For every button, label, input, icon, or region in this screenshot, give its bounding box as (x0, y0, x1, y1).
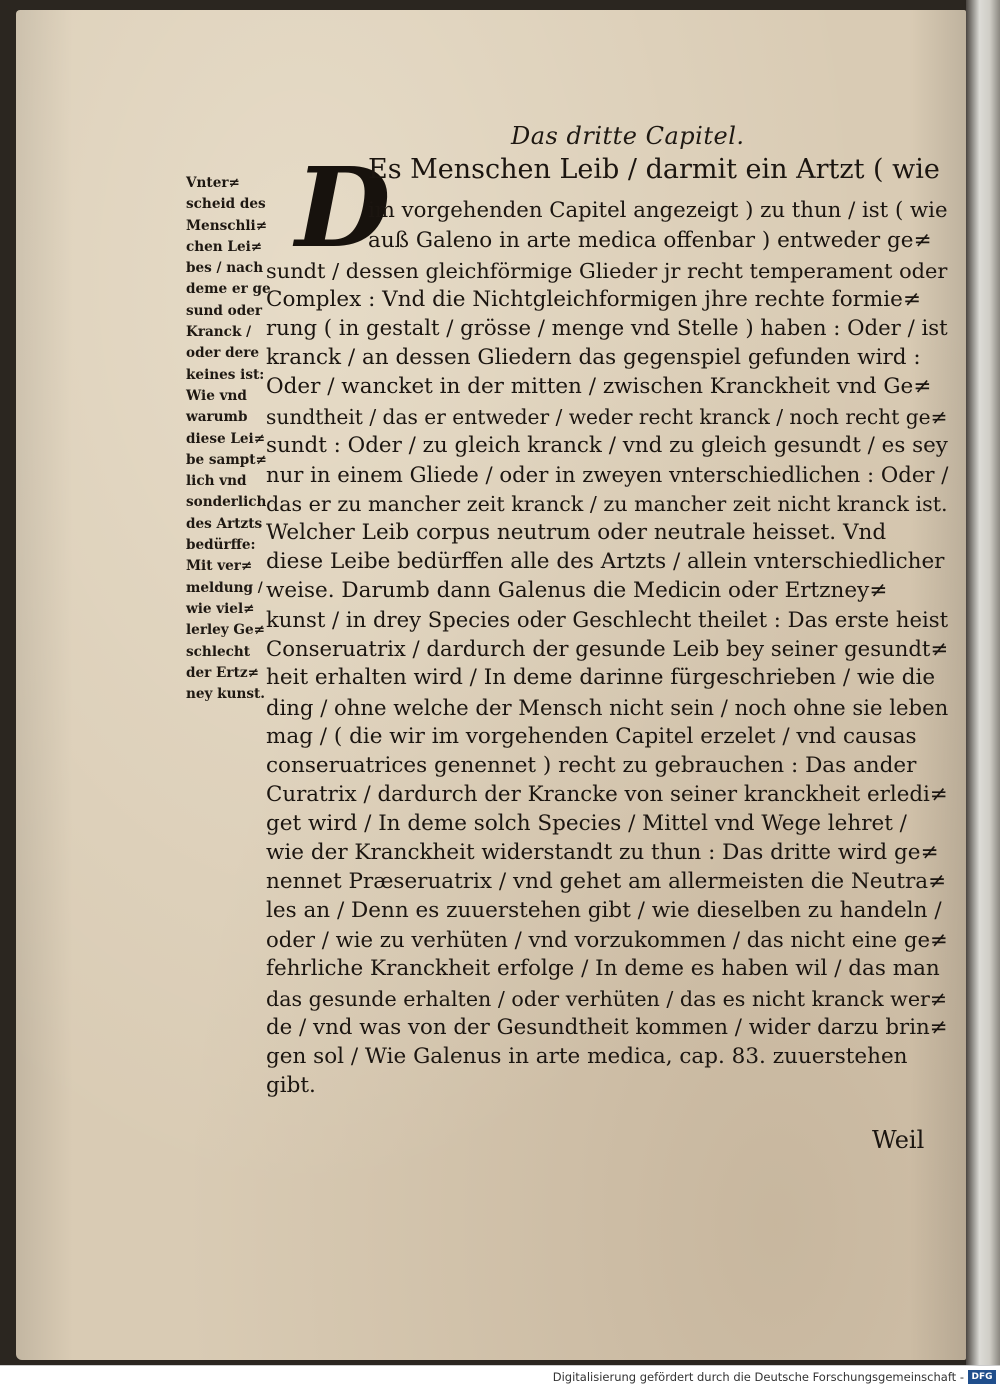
margin-note-line: sund oder (186, 302, 263, 319)
body-line: gen sol / Wie Galenus in arte medica, cap. 83. zuuerstehen (266, 1043, 908, 1069)
page-edge (966, 0, 1000, 1365)
margin-note-line: bes / nach (186, 260, 264, 277)
body-line: sundtheit / das er entweder / weder recht kranck / noch recht ge≠ (266, 404, 948, 429)
body-line: wie der Kranckheit widerstandt zu thun : Das dritte wird ge≠ (266, 840, 939, 865)
margin-note-line: wie viel≠ (186, 600, 255, 617)
body-line: ding / ohne welche der Mensch nicht sein / noch ohne sie leben (266, 694, 949, 720)
body-line: kunst / in drey Species oder Geschlecht theilet : Das erste heist (266, 607, 949, 633)
body-line: fehrliche Kranckheit erfolge / In deme es haben wil / das man (266, 956, 940, 982)
margin-note-line: scheid des (186, 196, 266, 213)
margin-note-line: lerley Ge≠ (186, 622, 266, 639)
book-page (16, 10, 966, 1360)
body-line: das er zu mancher zeit kranck / zu mancher zeit nicht kranck ist. (266, 491, 948, 516)
margin-note-line: keines ist: (186, 366, 265, 383)
margin-note-line: lich vnd (186, 473, 247, 490)
margin-note-line: Wie vnd (186, 387, 247, 404)
margin-note-line: Vnter≠ (186, 175, 240, 191)
running-header: Das dritte Capitel. (511, 122, 745, 150)
margin-note-line: der Ertz≠ (186, 664, 259, 681)
body-line: nur in einem Gliede / oder in zweyen vnterschiedlichen : Oder / (266, 461, 949, 487)
body-line: Es Menschen Leib / darmit ein Artzt ( wie (368, 154, 940, 185)
margin-note-line: warumb (186, 409, 248, 426)
body-line: rung ( in gestalt / grösse / menge vnd Stelle ) haben : Oder / ist (266, 316, 948, 342)
margin-note-line: sonderlich (186, 494, 267, 511)
body-line: diese Leibe bedürffen alle des Artzts / allein vnterschiedlicher (266, 549, 945, 574)
margin-note-line: Kranck / (186, 324, 252, 341)
body-line: sundt : Oder / zu gleich kranck / vnd zu gleich gesundt / es sey (266, 432, 948, 458)
body-line: das gesunde erhalten / oder verhüten / das es nicht kranck wer≠ (266, 986, 948, 1011)
margin-note-line: Mit ver≠ (186, 558, 253, 575)
body-line: mag / ( die wir im vorgehenden Capitel erzelet / vnd causas (266, 723, 917, 749)
body-line: les an / Denn es zuuerstehen gibt / wie dieselben zu handeln / (266, 898, 942, 924)
body-line: gibt. (266, 1072, 316, 1098)
body-line: Oder / wancket in der mitten / zwischen Kranckheit vnd Ge≠ (266, 374, 932, 400)
catchword: Weil (872, 1126, 925, 1154)
body-line: sundt / dessen gleichförmige Glieder jr recht temperament oder (266, 259, 948, 283)
margin-note-line: bedürffe: (186, 537, 256, 554)
body-line: auß Galeno in arte medica offenbar ) entweder ge≠ (368, 228, 932, 253)
decorated-initial: D (295, 143, 391, 272)
dfg-logo: DFG (968, 1370, 996, 1384)
body-line: weise. Darumb dann Galenus die Medicin oder Ertzney≠ (266, 578, 888, 604)
margin-note-line: be sampt≠ (186, 451, 267, 468)
body-line: Welcher Leib corpus neutrum oder neutrale heisset. Vnd (266, 519, 887, 545)
body-line: kranck / an dessen Gliedern das gegenspiel gefunden wird : (266, 345, 921, 371)
body-line: im vorgehenden Capitel angezeigt ) zu thun / ist ( wie (368, 198, 948, 223)
margin-note-line: diese Lei≠ (186, 430, 266, 447)
body-line: conseruatrices genennet ) recht zu gebrauchen : Das ander (266, 752, 917, 778)
footer-bar (0, 1365, 1000, 1390)
body-line: Curatrix / dardurch der Krancke von seiner kranckheit erledi≠ (266, 781, 948, 807)
margin-note-line: chen Lei≠ (186, 238, 263, 255)
body-line: get wird / In deme solch Species / Mittel vnd Wege lehret / (266, 810, 907, 836)
body-line: heit erhalten wird / In deme darinne fürgeschrieben / wie die (266, 665, 936, 691)
margin-note-line: schlecht (186, 643, 251, 660)
body-line: de / vnd was von der Gesundtheit kommen / wider darzu brin≠ (266, 1014, 948, 1040)
margin-note-line: ney kunst. (186, 686, 266, 703)
footer-text: Digitalisierung gefördert durch die Deutsche Forschungsgemeinschaft - (552, 1370, 964, 1384)
margin-note-line: meldung / (186, 579, 263, 596)
body-line: nennet Præseruatrix / vnd gehet am allermeisten die Neutra≠ (266, 869, 947, 895)
margin-note-line: deme er ge (186, 281, 271, 298)
margin-note-line: Menschli≠ (186, 217, 268, 234)
margin-note-line: des Artzts (186, 515, 263, 532)
margin-note-line: oder dere (186, 345, 260, 362)
body-line: Conseruatrix / dardurch der gesunde Leib bey seiner gesundt≠ (266, 636, 949, 662)
body-line: Complex : Vnd die Nichtgleichformigen jhre rechte formie≠ (266, 287, 921, 313)
body-line: oder / wie zu verhüten / vnd vorzukommen / das nicht eine ge≠ (266, 927, 948, 953)
